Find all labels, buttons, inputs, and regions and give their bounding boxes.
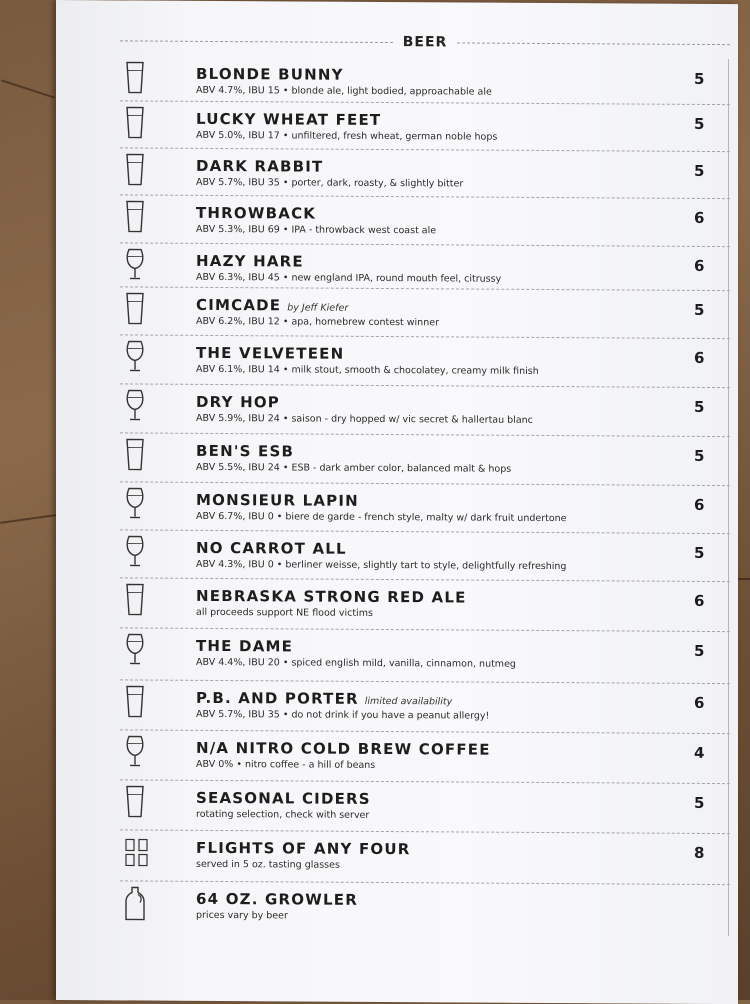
price-column-divider	[728, 290, 729, 338]
tulip-glass-icon	[124, 339, 154, 379]
menu-item-row	[120, 577, 730, 632]
item-name-text: THROWBACK	[196, 204, 316, 223]
item-price: 5	[694, 398, 704, 416]
item-description: ABV 5.3%, IBU 69 • IPA - throwback west coast ale	[196, 224, 436, 236]
menu-item-row	[120, 100, 730, 152]
item-description: ABV 5.9%, IBU 24 • saison - dry hopped w/ vic secret & hallertau blanc	[196, 413, 533, 426]
price-column-divider	[728, 833, 729, 884]
item-price: 6	[694, 209, 704, 227]
item-description: ABV 5.7%, IBU 35 • porter, dark, roasty, & slightly bitter	[196, 177, 463, 190]
item-name-text: DARK RABBIT	[196, 157, 324, 176]
item-price: 5	[694, 162, 704, 180]
item-price: 6	[694, 496, 704, 514]
item-name	[196, 344, 344, 363]
price-column-divider	[728, 485, 729, 533]
item-price: 5	[694, 544, 704, 562]
pint-glass-icon	[124, 437, 154, 477]
pint-glass-icon	[124, 105, 154, 145]
item-description: ABV 0% • nitro coffee - a hill of beans	[196, 759, 375, 771]
item-name	[196, 539, 347, 558]
item-name-text: 64 OZ. GROWLER	[196, 890, 358, 909]
menu-item-row	[120, 779, 730, 834]
item-name	[196, 491, 359, 510]
item-name	[196, 204, 316, 223]
item-description: ABV 6.2%, IBU 12 • apa, homebrew contest winner	[196, 316, 439, 328]
item-name	[196, 65, 344, 84]
item-name-text: HAZY HARE	[196, 252, 304, 271]
item-name-text: NEBRASKA STRONG RED ALE	[196, 587, 467, 607]
menu-item-row	[120, 383, 730, 437]
menu-item-row	[120, 147, 730, 199]
item-price: 5	[694, 642, 704, 660]
pint-glass-icon	[124, 152, 154, 192]
item-price: 5	[694, 794, 704, 812]
item-price: 4	[694, 744, 704, 762]
item-name	[196, 839, 411, 858]
tulip-glass-icon	[124, 534, 154, 574]
item-name-text: FLIGHTS OF ANY FOUR	[196, 839, 411, 858]
item-name	[196, 252, 304, 271]
item-description: ABV 5.0%, IBU 17 • unfiltered, fresh wheat, german noble hops	[196, 130, 497, 143]
item-description: ABV 5.7%, IBU 35 • do not drink if you have a peanut allergy!	[196, 709, 489, 722]
menu-item-row	[120, 286, 730, 339]
price-column-divider	[728, 198, 729, 246]
menu-item-row	[120, 55, 730, 105]
menu-item-row	[120, 679, 730, 734]
item-price: 8	[694, 844, 704, 862]
item-price: 5	[694, 70, 704, 88]
item-price: 6	[694, 257, 704, 275]
item-note: limited availability	[365, 696, 452, 708]
item-description: ABV 4.4%, IBU 20 • spiced english mild, vanilla, cinnamon, nutmeg	[196, 657, 516, 670]
item-description: ABV 6.1%, IBU 14 • milk stout, smooth & chocolatey, creamy milk finish	[196, 364, 539, 377]
menu-item-row	[120, 334, 730, 388]
item-price: 6	[694, 349, 704, 367]
item-name-text: MONSIEUR LAPIN	[196, 491, 359, 510]
item-description: rotating selection, check with server	[196, 809, 369, 821]
pint-glass-icon	[124, 291, 154, 331]
price-column-divider	[728, 581, 729, 631]
item-price: 5	[694, 447, 704, 465]
item-description: ABV 6.3%, IBU 45 • new england IPA, round mouth feel, citrussy	[196, 272, 501, 285]
item-name	[196, 442, 294, 461]
item-name	[196, 157, 324, 176]
pint-glass-icon	[124, 60, 154, 100]
item-name	[196, 890, 358, 909]
menu-item-row	[120, 829, 730, 885]
price-column-divider	[728, 151, 729, 198]
item-price: 5	[694, 301, 704, 319]
item-name	[196, 689, 452, 709]
pint-glass-icon	[124, 784, 154, 824]
price-column-divider	[728, 884, 729, 936]
item-name	[196, 296, 348, 315]
menu-item-row	[120, 529, 730, 582]
price-column-divider	[728, 733, 729, 783]
section-title: BEER	[393, 34, 458, 50]
item-description: ABV 6.7%, IBU 0 • biere de garde - french style, malty w/ dark fruit undertone	[196, 511, 567, 524]
tulip-glass-icon	[124, 734, 154, 774]
item-name-text: LUCKY WHEAT FEET	[196, 110, 381, 129]
item-price: 5	[694, 115, 704, 133]
item-description: ABV 4.3%, IBU 0 • berliner weisse, slightly tart to style, delightfully refreshing	[196, 559, 566, 572]
item-name-text: NO CARROT ALL	[196, 539, 347, 558]
item-name-text: BEN'S ESB	[196, 442, 294, 461]
item-name	[196, 739, 491, 759]
menu-item-row	[120, 481, 730, 534]
item-name-text: CIMCADE	[196, 296, 281, 315]
item-price: 6	[694, 694, 704, 712]
item-description: all proceeds support NE flood victims	[196, 607, 373, 619]
item-name-text: BLONDE BUNNY	[196, 65, 344, 84]
item-name	[196, 393, 280, 412]
menu-item-row	[120, 194, 730, 247]
menu-item-row	[120, 627, 730, 684]
price-column-divider	[728, 436, 729, 485]
pint-glass-icon	[124, 684, 154, 724]
flight-glasses-icon	[124, 837, 154, 877]
section-header	[120, 28, 730, 56]
menu-item-row	[120, 432, 730, 486]
item-name-text: P.B. AND PORTER	[196, 689, 359, 708]
item-name	[196, 789, 371, 808]
menu-item-row	[120, 729, 730, 784]
pint-glass-icon	[124, 199, 154, 239]
item-description: ABV 4.7%, IBU 15 • blonde ale, light bodied, approachable ale	[196, 85, 492, 98]
item-name	[196, 587, 467, 607]
item-name	[196, 637, 293, 656]
item-name	[196, 110, 381, 129]
tulip-glass-icon	[124, 486, 154, 526]
tulip-glass-icon	[124, 388, 154, 428]
item-price: 6	[694, 592, 704, 610]
price-column-divider	[728, 338, 729, 387]
menu-sheet	[56, 0, 738, 1004]
item-description: ABV 5.5%, IBU 24 • ESB - dark amber color, balanced malt & hops	[196, 462, 511, 475]
price-column-divider	[728, 104, 729, 151]
growler-icon	[124, 885, 154, 925]
price-column-divider	[728, 246, 729, 290]
price-column-divider	[728, 631, 729, 683]
price-column-divider	[728, 387, 729, 436]
item-name-text: THE DAME	[196, 637, 293, 656]
item-description: served in 5 oz. tasting glasses	[196, 859, 340, 871]
item-name-text: SEASONAL CIDERS	[196, 789, 371, 808]
item-name-text: THE VELVETEEN	[196, 344, 344, 363]
item-name-text: N/A NITRO COLD BREW COFFEE	[196, 739, 491, 759]
price-column-divider	[728, 683, 729, 733]
tulip-glass-icon	[124, 247, 154, 287]
price-column-divider	[728, 533, 729, 581]
item-note: by Jeff Kiefer	[287, 302, 348, 313]
price-column-divider	[728, 59, 729, 104]
pint-glass-icon	[124, 582, 154, 622]
item-name-text: DRY HOP	[196, 393, 280, 412]
tulip-glass-icon	[124, 632, 154, 672]
menu-item-row	[120, 880, 730, 936]
menu-item-row	[120, 242, 730, 291]
item-description: prices vary by beer	[196, 910, 288, 922]
price-column-divider	[728, 783, 729, 833]
